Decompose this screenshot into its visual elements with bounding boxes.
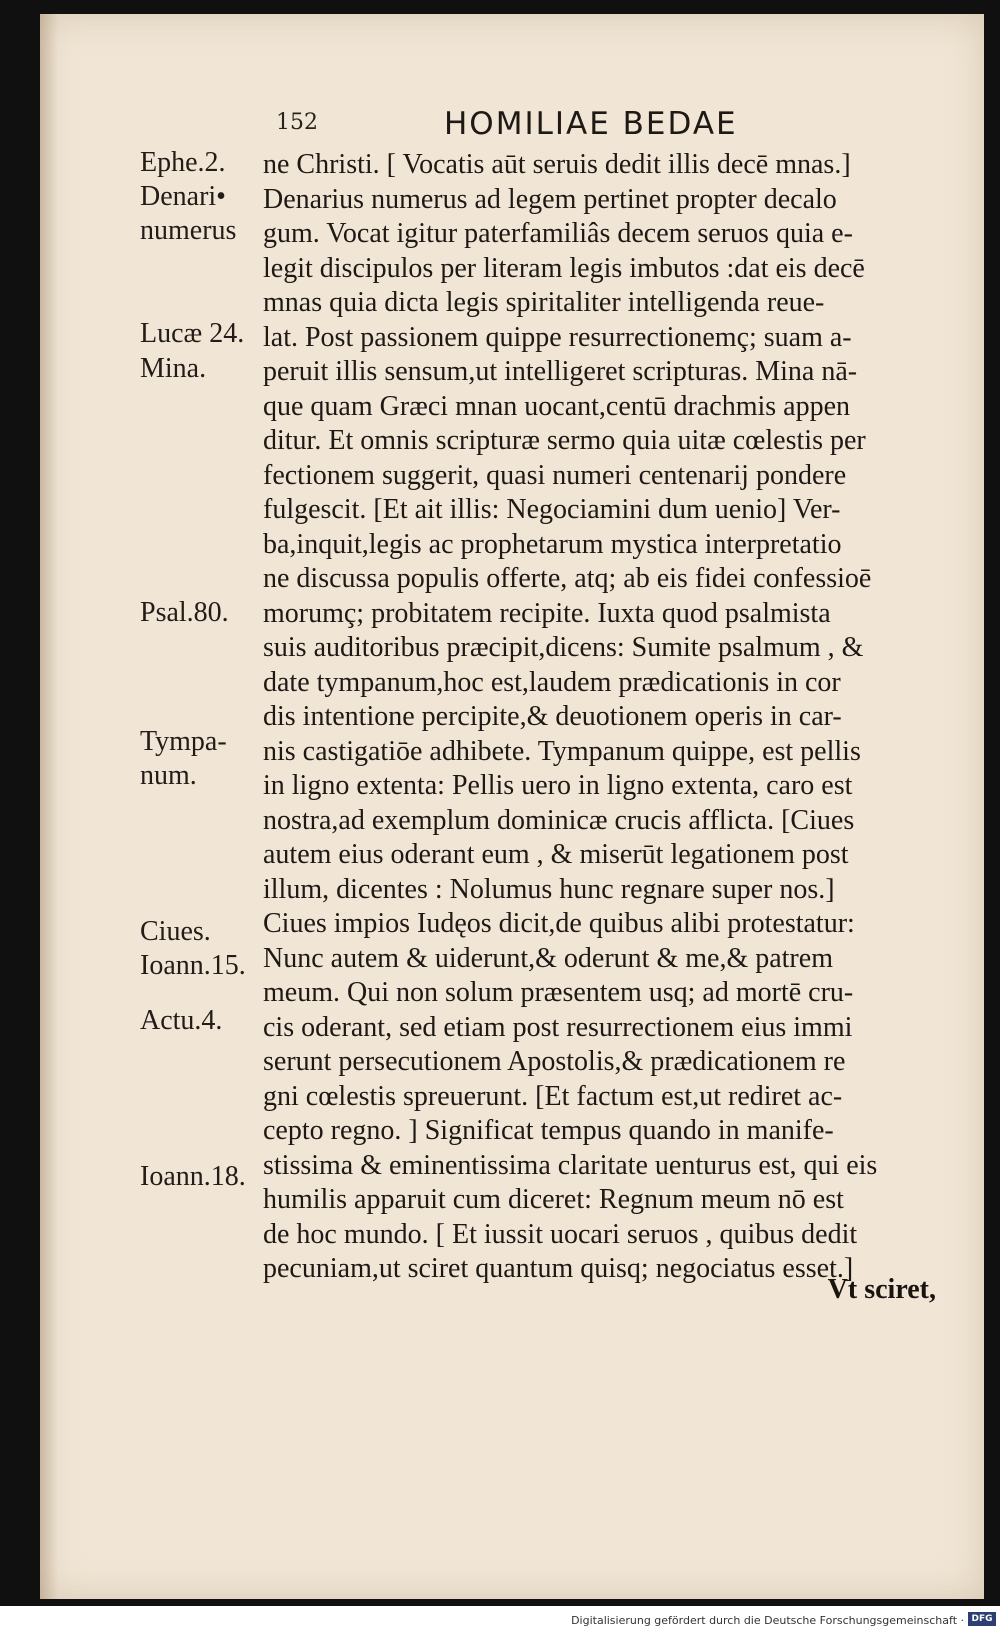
text-line: date tympanum,hoc est,laudem prædicationis in cor	[263, 666, 841, 698]
running-head: HOMILIAE BEDAE	[444, 106, 738, 142]
text-line: ne Christi. [ Vocatis aūt seruis dedit illis decē mnas.]	[263, 149, 851, 180]
text-line: Ciues impios Iudęos dicit,de quibus alibi protestatur:	[263, 908, 855, 939]
text-line: fulgescit. [Et ait illis: Negociamini dum uenio] Ver-	[263, 494, 841, 525]
text-line: fectionem suggerit, quasi numeri centenarij pondere	[263, 459, 847, 491]
text-line: serunt persecutionem Apostolis,& prædicationem re	[263, 1046, 846, 1077]
book-page	[40, 14, 984, 1599]
margin-note-tympanum-2: num.	[140, 760, 197, 791]
catchword: Vt sciret,	[827, 1274, 936, 1305]
text-line: Denarius numerus ad legem pertinet propter decalo	[263, 183, 837, 215]
margin-note-mina: Mina.	[140, 353, 207, 384]
text-line: humilis apparuit cum diceret: Regnum meum nō est	[263, 1184, 844, 1215]
text-line: de hoc mundo. [ Et iussit uocari seruos , quibus dedit	[263, 1218, 858, 1250]
text-line: nostra,ad exemplum dominicæ crucis afflicta. [Ciues	[263, 804, 855, 836]
text-line: cepto regno. ] Significat tempus quando in manife-	[263, 1115, 834, 1146]
margin-note-ciues: Ciues.	[140, 916, 211, 947]
text-line: meum. Qui non solum præsentem usq; ad mortē cru-	[263, 977, 854, 1008]
text-line: suis auditoribus præcipit,dicens: Sumite psalmum , &	[263, 632, 864, 663]
text-line: autem eius oderant eum , & miserūt legationem post	[263, 839, 849, 870]
body-text	[263, 148, 983, 1287]
text-line: ditur. Et omnis scripturæ sermo quia uitæ cœlestis per	[263, 425, 866, 456]
text-line: lat. Post passionem quippe resurrectionemç; suam a-	[263, 321, 852, 353]
text-line: in ligno extenta: Pellis uero in ligno extenta, caro est	[263, 770, 853, 801]
text-line: pecuniam,ut sciret quantum quisq; negociatus esset.]	[263, 1253, 854, 1284]
margin-note-lucae: Lucæ 24.	[140, 318, 245, 349]
text-line: peruit illis sensum,ut intelligeret scripturas. Mina nā-	[263, 356, 858, 387]
text-line: gni cœlestis spreuerunt. [Et factum est,ut rediret ac-	[263, 1080, 843, 1112]
dfg-logo: DFG	[968, 1612, 996, 1626]
margin-note-numerus: numerus	[140, 215, 237, 246]
margin-note-psal: Psal.80.	[140, 597, 229, 628]
footer-credit: Digitalisierung gefördert durch die Deutsche Forschungsgemeinschaft ·	[571, 1614, 964, 1627]
margin-note-denarius: Denari•	[140, 181, 226, 212]
text-line: ba,inquit,legis ac prophetarum mystica interpretatio	[263, 528, 842, 560]
text-line: illum, dicentes : Nolumus hunc regnare super nos.]	[263, 873, 835, 905]
text-line: ne discussa populis offerte, atq; ab eis fidei confessioē	[263, 563, 872, 594]
text-line: que quam Græci mnan uocant,centū drachmis appen	[263, 390, 851, 422]
text-line: nis castigatiōe adhibete. Tympanum quippe, est pellis	[263, 735, 861, 767]
text-line: mnas quia dicta legis spiritaliter intelligenda reue-	[263, 287, 825, 318]
text-line: morumç; probitatem recipite. Iuxta quod psalmista	[263, 597, 831, 629]
text-line: legit discipulos per literam legis imbutos :dat eis decē	[263, 252, 865, 284]
margin-note-ioann-18: Ioann.18.	[140, 1161, 246, 1192]
page-number: 152	[276, 110, 318, 135]
text-line: dis intentione percipite,& deuotionem operis in car-	[263, 701, 842, 732]
text-line: cis oderant, sed etiam post resurrectionem eius immi	[263, 1011, 853, 1043]
text-line: gum. Vocat igitur paterfamiliâs decem seruos quia e-	[263, 218, 853, 249]
text-line: Nunc autem & uiderunt,& oderunt & me,& patrem	[263, 942, 833, 974]
margin-note-ephe: Ephe.2.	[140, 147, 226, 178]
text-line: stissima & eminentissima claritate uenturus est, qui eis	[263, 1149, 878, 1181]
margin-note-actu: Actu.4.	[140, 1005, 223, 1036]
margin-note-tympanum-1: Tympa-	[140, 726, 227, 757]
margin-note-ioann-15: Ioann.15.	[140, 950, 246, 981]
